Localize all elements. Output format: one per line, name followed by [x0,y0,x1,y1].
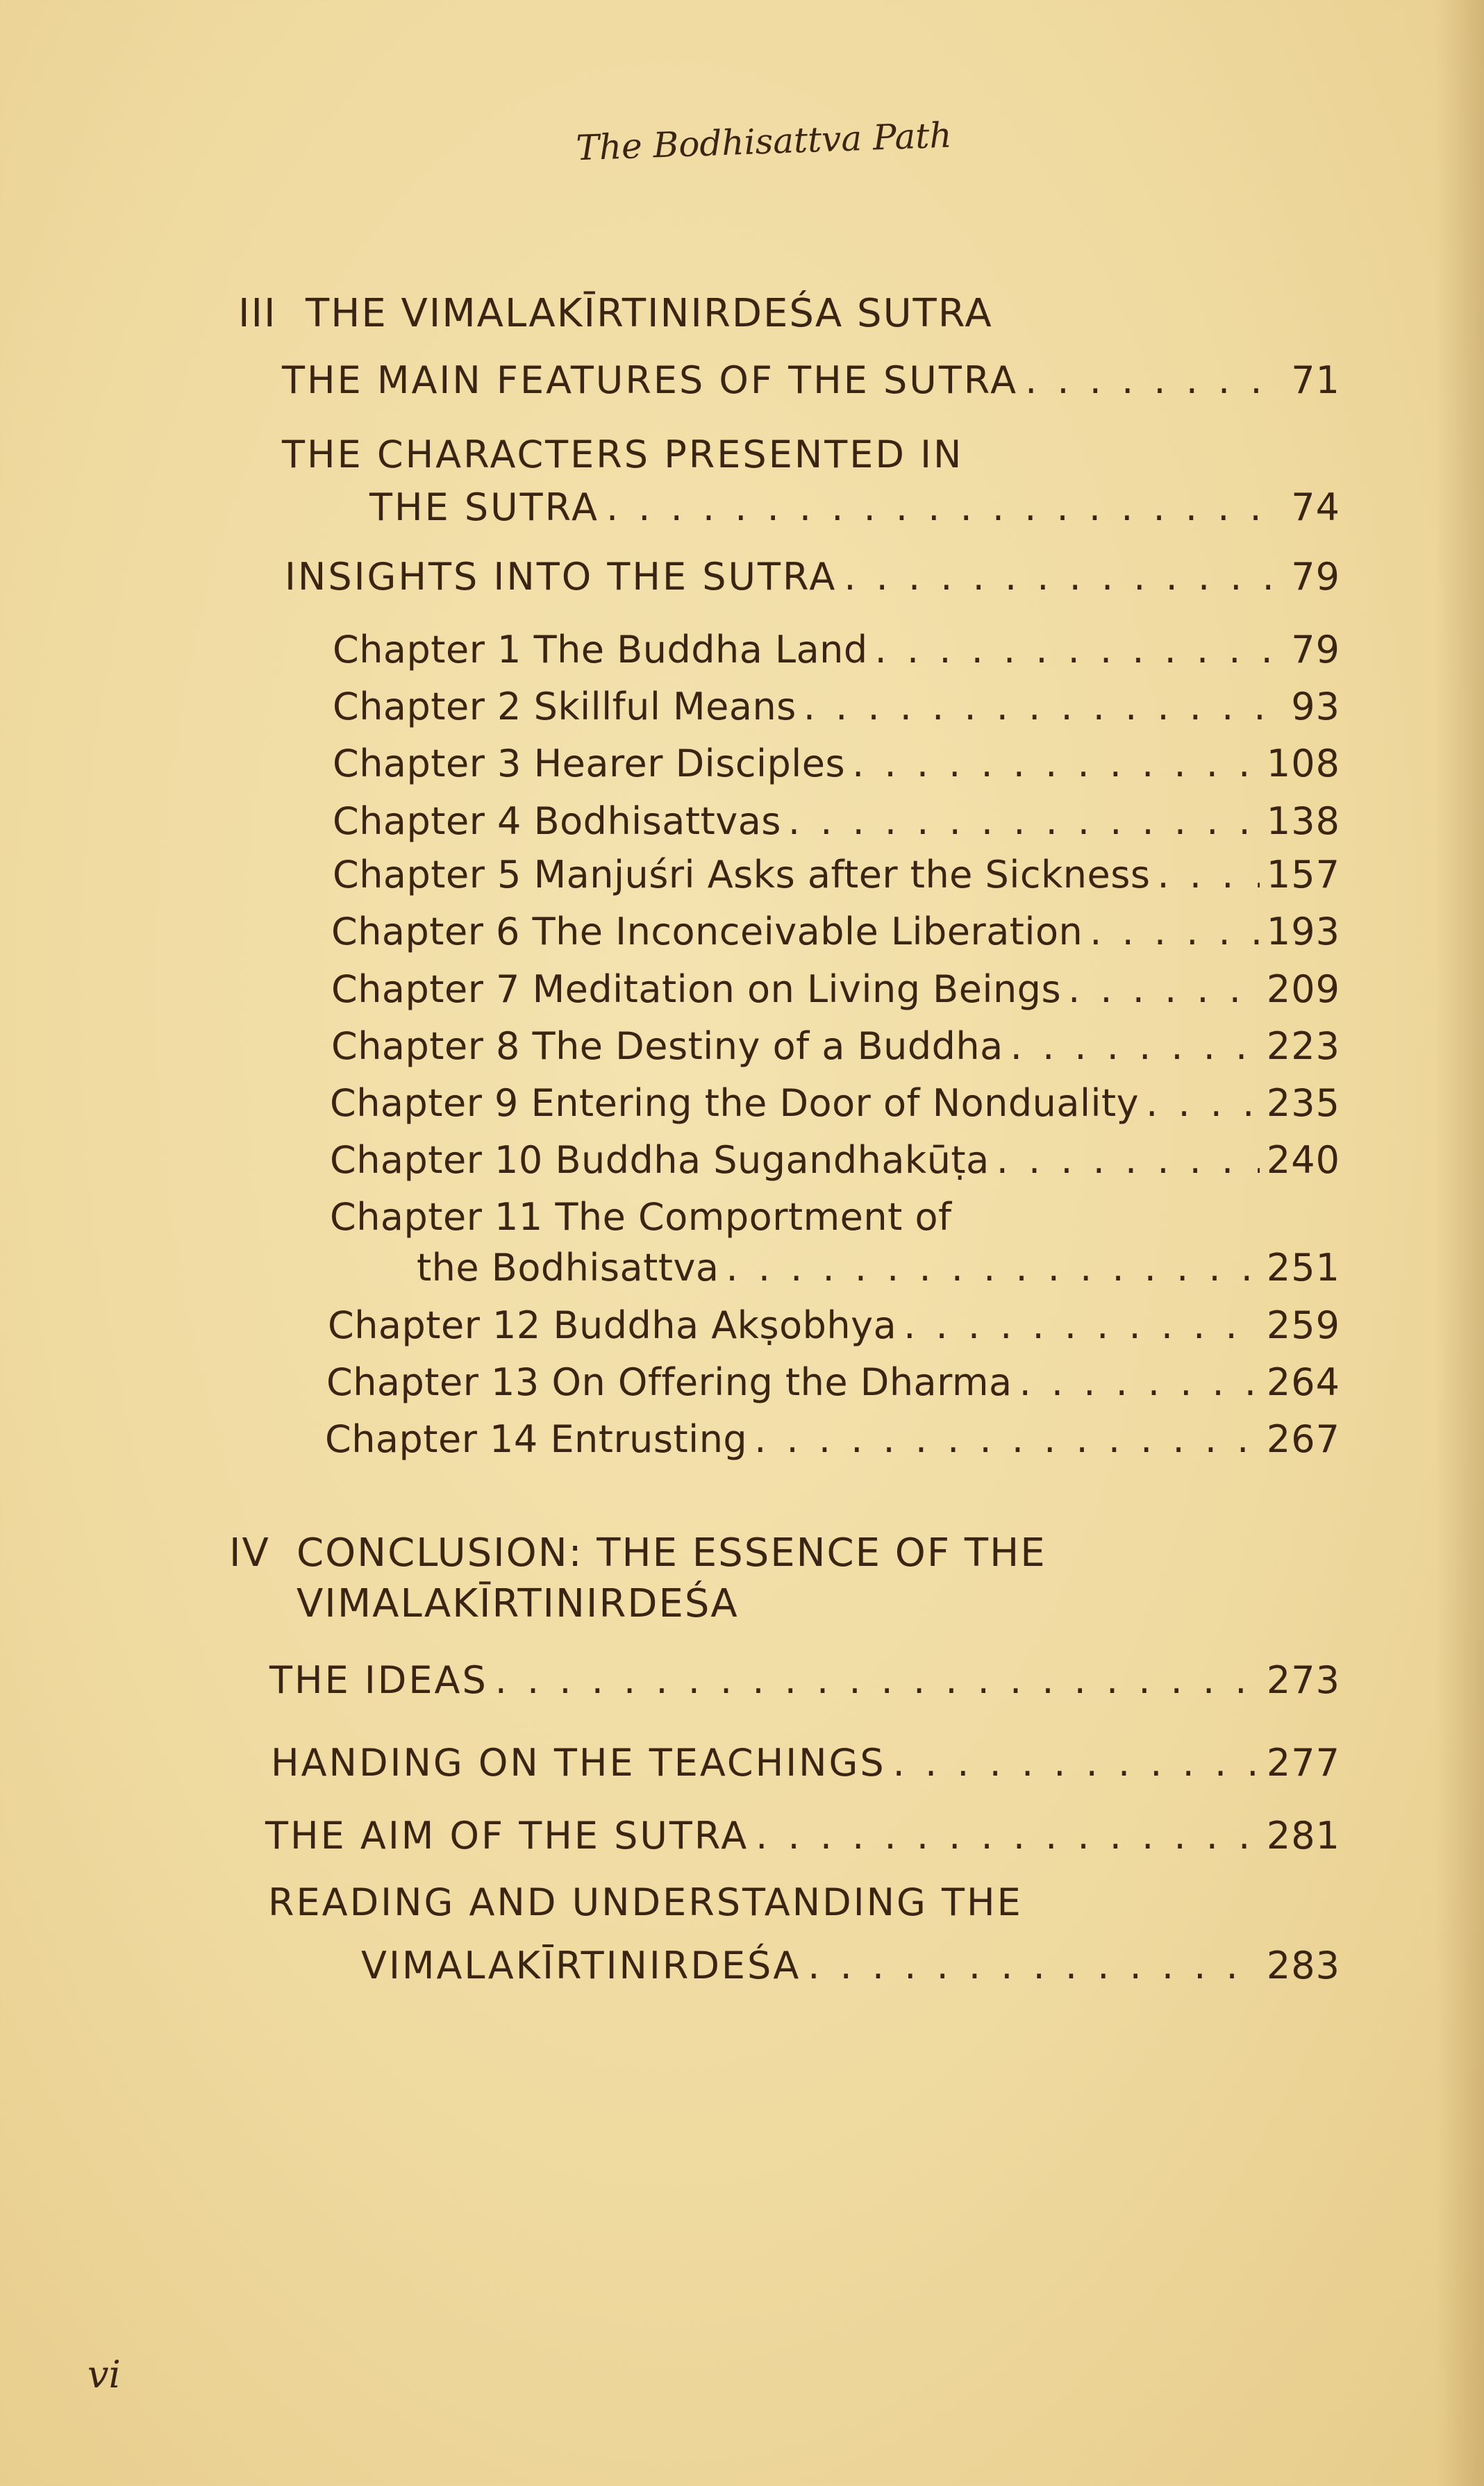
dot-leader [788,796,1260,846]
part-title: CONCLUSION: THE ESSENCE OF THE [297,1530,1047,1576]
dot-leader [1068,965,1260,1015]
dot-leader [1146,1078,1260,1128]
dot-leader [875,625,1285,675]
dot-leader [606,483,1284,533]
toc-entry[interactable] [326,1358,1340,1408]
entry-page-number: 138 [1266,799,1340,843]
part-number: III [238,291,277,336]
dot-leader [1010,1021,1260,1071]
entry-title: THE AIM OF THE SUTRA [265,1814,749,1858]
toc-entry[interactable] [333,625,1340,675]
entry-page-number: 71 [1291,358,1340,402]
dot-leader [852,739,1260,789]
toc-entry[interactable] [330,1135,1340,1185]
running-head: The Bodhisattva Path [575,115,953,169]
entry-page-number: 267 [1266,1417,1340,1461]
entry-title: Chapter 13 On Offering the Dharma [326,1360,1012,1404]
entry-page-number: 74 [1291,485,1340,529]
entry-title: INSIGHTS INTO THE SUTRA [285,555,837,599]
toc-entry[interactable] [330,1078,1340,1128]
entry-page-number: 273 [1266,1658,1340,1702]
dot-leader [803,682,1284,732]
entry-title: Chapter 12 Buddha Akṣobhya [328,1303,897,1347]
toc-entry[interactable] [325,1415,1340,1465]
entry-page-number: 235 [1266,1081,1340,1125]
entry-page-number: 251 [1266,1246,1340,1290]
entry-page-number: 283 [1266,1944,1340,1987]
entry-title: THE CHARACTERS PRESENTED IN [282,433,964,476]
toc-entry[interactable] [328,1301,1340,1351]
entry-title: THE MAIN FEATURES OF THE SUTRA [282,358,1019,402]
toc-entry[interactable] [331,907,1340,957]
entry-page-number: 281 [1266,1814,1340,1858]
dot-leader [1019,1358,1260,1408]
toc-entry-line[interactable] [282,430,963,480]
toc-entry[interactable] [285,552,1340,602]
entry-page-number: 259 [1266,1303,1340,1347]
entry-page-number: 93 [1291,685,1340,728]
toc-entry[interactable] [271,1738,1340,1788]
dot-leader [808,1941,1260,1991]
entry-page-number: 108 [1266,742,1340,785]
dot-leader [844,552,1284,602]
entry-page-number: 240 [1266,1138,1340,1182]
dot-leader [726,1243,1260,1293]
entry-title: THE SUTRA [369,485,599,529]
entry-title: VIMALAKĪRTINIRDEŚA [361,1944,801,1987]
entry-title: Chapter 2 Skillful Means [333,685,797,728]
dot-leader [754,1415,1260,1465]
toc-entry[interactable] [417,1243,1340,1293]
toc-entry[interactable] [331,965,1340,1015]
dot-leader [1090,907,1260,957]
entry-title: Chapter 5 Manjuśri Asks after the Sickness [333,853,1151,896]
toc-entry[interactable] [269,1655,1340,1705]
page-edge-shadow [1435,0,1484,2486]
entry-title: HANDING ON THE TEACHINGS [271,1741,886,1785]
entry-title: Chapter 7 Meditation on Living Beings [331,967,1062,1011]
part-heading [238,290,993,338]
entry-title: Chapter 10 Buddha Sugandhakūṭa [330,1138,990,1182]
toc-entry[interactable] [369,483,1340,533]
entry-title: Chapter 11 The Comportment of [330,1195,952,1239]
dot-leader [1025,356,1284,406]
entry-title: Chapter 8 The Destiny of a Buddha [331,1024,1003,1068]
toc-entry-line[interactable] [268,1878,1023,1928]
entry-title: THE IDEAS [269,1658,488,1702]
entry-page-number: 209 [1266,967,1340,1011]
entry-page-number: 264 [1266,1360,1340,1404]
entry-page-number: 277 [1266,1741,1340,1785]
entry-title: READING AND UNDERSTANDING THE [268,1880,1023,1924]
entry-title: Chapter 3 Hearer Disciples [333,742,846,785]
part-heading [229,1529,1047,1578]
entry-title: Chapter 6 The Inconceivable Liberation [331,910,1083,953]
part-title: VIMALAKĪRTINIRDEŚA [297,1581,739,1626]
toc-entry[interactable] [282,356,1340,406]
toc-entry[interactable] [331,1021,1340,1071]
toc-entry[interactable] [361,1941,1340,1991]
dot-leader [997,1135,1260,1185]
entry-page-number: 157 [1266,853,1340,896]
dot-leader [893,1738,1260,1788]
entry-title: the Bodhisattva [417,1246,719,1290]
toc-entry[interactable] [333,739,1340,789]
entry-title: Chapter 14 Entrusting [325,1417,748,1461]
part-number: IV [229,1530,270,1576]
dot-leader [903,1301,1260,1351]
toc-entry[interactable] [333,850,1340,900]
toc-entry[interactable] [265,1811,1340,1861]
part-heading [297,1580,739,1628]
dot-leader [756,1811,1260,1861]
toc-entry-line[interactable] [330,1192,952,1242]
part-title: THE VIMALAKĪRTINIRDEŚA SUTRA [306,291,993,336]
page-number-folio: vi [87,2353,121,2396]
entry-page-number: 79 [1291,555,1340,599]
toc-entry[interactable] [333,796,1340,846]
dot-leader [1158,850,1260,900]
entry-title: Chapter 4 Bodhisattvas [333,799,781,843]
entry-page-number: 193 [1266,910,1340,953]
entry-title: Chapter 9 Entering the Door of Nonduality [330,1081,1140,1125]
entry-page-number: 223 [1266,1024,1340,1068]
toc-entry[interactable] [333,682,1340,732]
dot-leader [495,1655,1260,1705]
entry-title: Chapter 1 The Buddha Land [333,628,868,671]
entry-page-number: 79 [1291,628,1340,671]
